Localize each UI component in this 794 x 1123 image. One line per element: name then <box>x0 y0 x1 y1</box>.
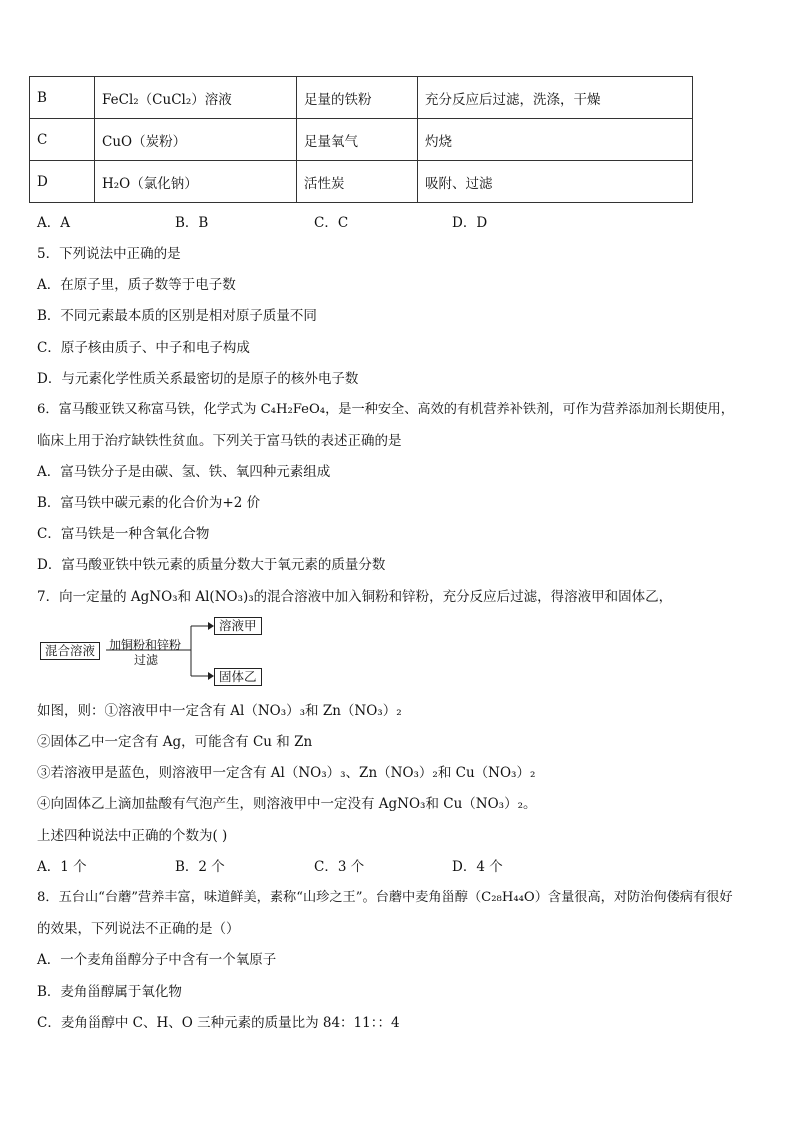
q5-option-b: B．不同元素最本质的区别是相对原子质量不同 <box>37 308 317 324</box>
choice-b: B．B <box>175 215 209 231</box>
flow-arrow-label-bottom: 过滤 <box>134 653 159 667</box>
q5-option-c: C．原子核由质子、中子和电子构成 <box>37 340 250 356</box>
choice-d: D．4 个 <box>452 859 503 875</box>
q7-statement-3: ③若溶液甲是蓝色，则溶液甲一定含有 Al（NO₃）₃、Zn（NO₃）₂和 Cu（NO₃）₂ <box>37 765 536 781</box>
q7-question: 上述四种说法中正确的个数为( ) <box>37 828 228 844</box>
flow-output-solution-box: 溶液甲 <box>214 617 262 635</box>
choice-a: A．A <box>37 215 70 231</box>
q6-stem-line2: 临床上用于治疗缺铁性贫血。下列关于富马铁的表述正确的是 <box>37 433 402 449</box>
flow-arrow-label-top: 加铜粉和锌粉 <box>109 638 182 652</box>
q5-option-a: A．在原子里，质子数等于电子数 <box>37 277 236 293</box>
q7-statement-1: 如图，则：①溶液甲中一定含有 Al（NO₃）₃和 Zn（NO₃）₂ <box>37 703 402 719</box>
row-letter: D <box>30 161 95 203</box>
row-reagent: 足量的铁粉 <box>297 77 418 119</box>
choice-b: B．2 个 <box>175 859 225 875</box>
q7-statement-2: ②固体乙中一定含有 Ag，可能含有 Cu 和 Zn <box>37 734 313 750</box>
row-letter: B <box>30 77 95 119</box>
q8-stem-line1: 8．五台山“台蘑”营养丰富，味道鲜美，素称“山珍之王”。台蘑中麦角甾醇（C₂₈H₄₄O）含量很高，对防治佝偻病有很好 <box>37 890 733 905</box>
q7-stem: 7．向一定量的 AgNO₃和 Al(NO₃)₃的混合溶液中加入铜粉和锌粉，充分反应后过滤，得溶液甲和固体乙， <box>37 589 673 605</box>
choice-a: A．1 个 <box>37 859 87 875</box>
q5-option-d: D．与元素化学性质关系最密切的是原子的核外电子数 <box>37 371 359 387</box>
q7-statement-4: ④向固体乙上滴加盐酸有气泡产生，则溶液甲中一定没有 AgNO₃和 Cu（NO₃）₂。 <box>37 796 537 812</box>
q5-stem: 5．下列说法中正确的是 <box>37 246 181 262</box>
row-reagent: 足量氧气 <box>297 119 418 161</box>
q6-option-a: A．富马铁分子是由碳、氢、铁、氧四种元素组成 <box>37 464 331 480</box>
q8-option-a: A．一个麦角甾醇分子中含有一个氧原子 <box>37 952 277 968</box>
row-substance: H₂O（氯化钠） <box>95 161 297 203</box>
q6-option-b: B．富马铁中碳元素的化合价为+2 价 <box>37 495 261 511</box>
choice-c: C．C <box>314 215 349 231</box>
q8-option-c: C．麦角甾醇中 C、H、O 三种元素的质量比为 84：11：：4 <box>37 1015 400 1031</box>
row-method: 吸附、过滤 <box>418 161 693 203</box>
flow-arrows <box>0 0 300 700</box>
row-method: 充分反应后过滤，洗涤，干燥 <box>418 77 693 119</box>
q6-stem-line1: 6．富马酸亚铁又称富马铁，化学式为 C₄H₂FeO₄，是一种安全、高效的有机营养补铁剂，可作为营养添加剂长期使用， <box>37 402 734 417</box>
row-substance: FeCl₂（CuCl₂）溶液 <box>95 77 297 119</box>
row-substance: CuO（炭粉） <box>95 119 297 161</box>
q6-option-d: D．富马酸亚铁中铁元素的质量分数大于氧元素的质量分数 <box>37 557 386 573</box>
flow-output-solid-box: 固体乙 <box>214 668 262 686</box>
row-letter: C <box>30 119 95 161</box>
q8-stem-line2: 的效果，下列说法不正确的是（） <box>37 921 240 937</box>
q6-option-c: C．富马铁是一种含氧化合物 <box>37 526 210 542</box>
q8-option-b: B．麦角甾醇属于氧化物 <box>37 984 182 1000</box>
choice-d: D．D <box>452 215 488 231</box>
flow-start-box: 混合溶液 <box>40 642 100 660</box>
row-reagent: 活性炭 <box>297 161 418 203</box>
row-method: 灼烧 <box>418 119 693 161</box>
choice-c: C．3 个 <box>314 859 365 875</box>
